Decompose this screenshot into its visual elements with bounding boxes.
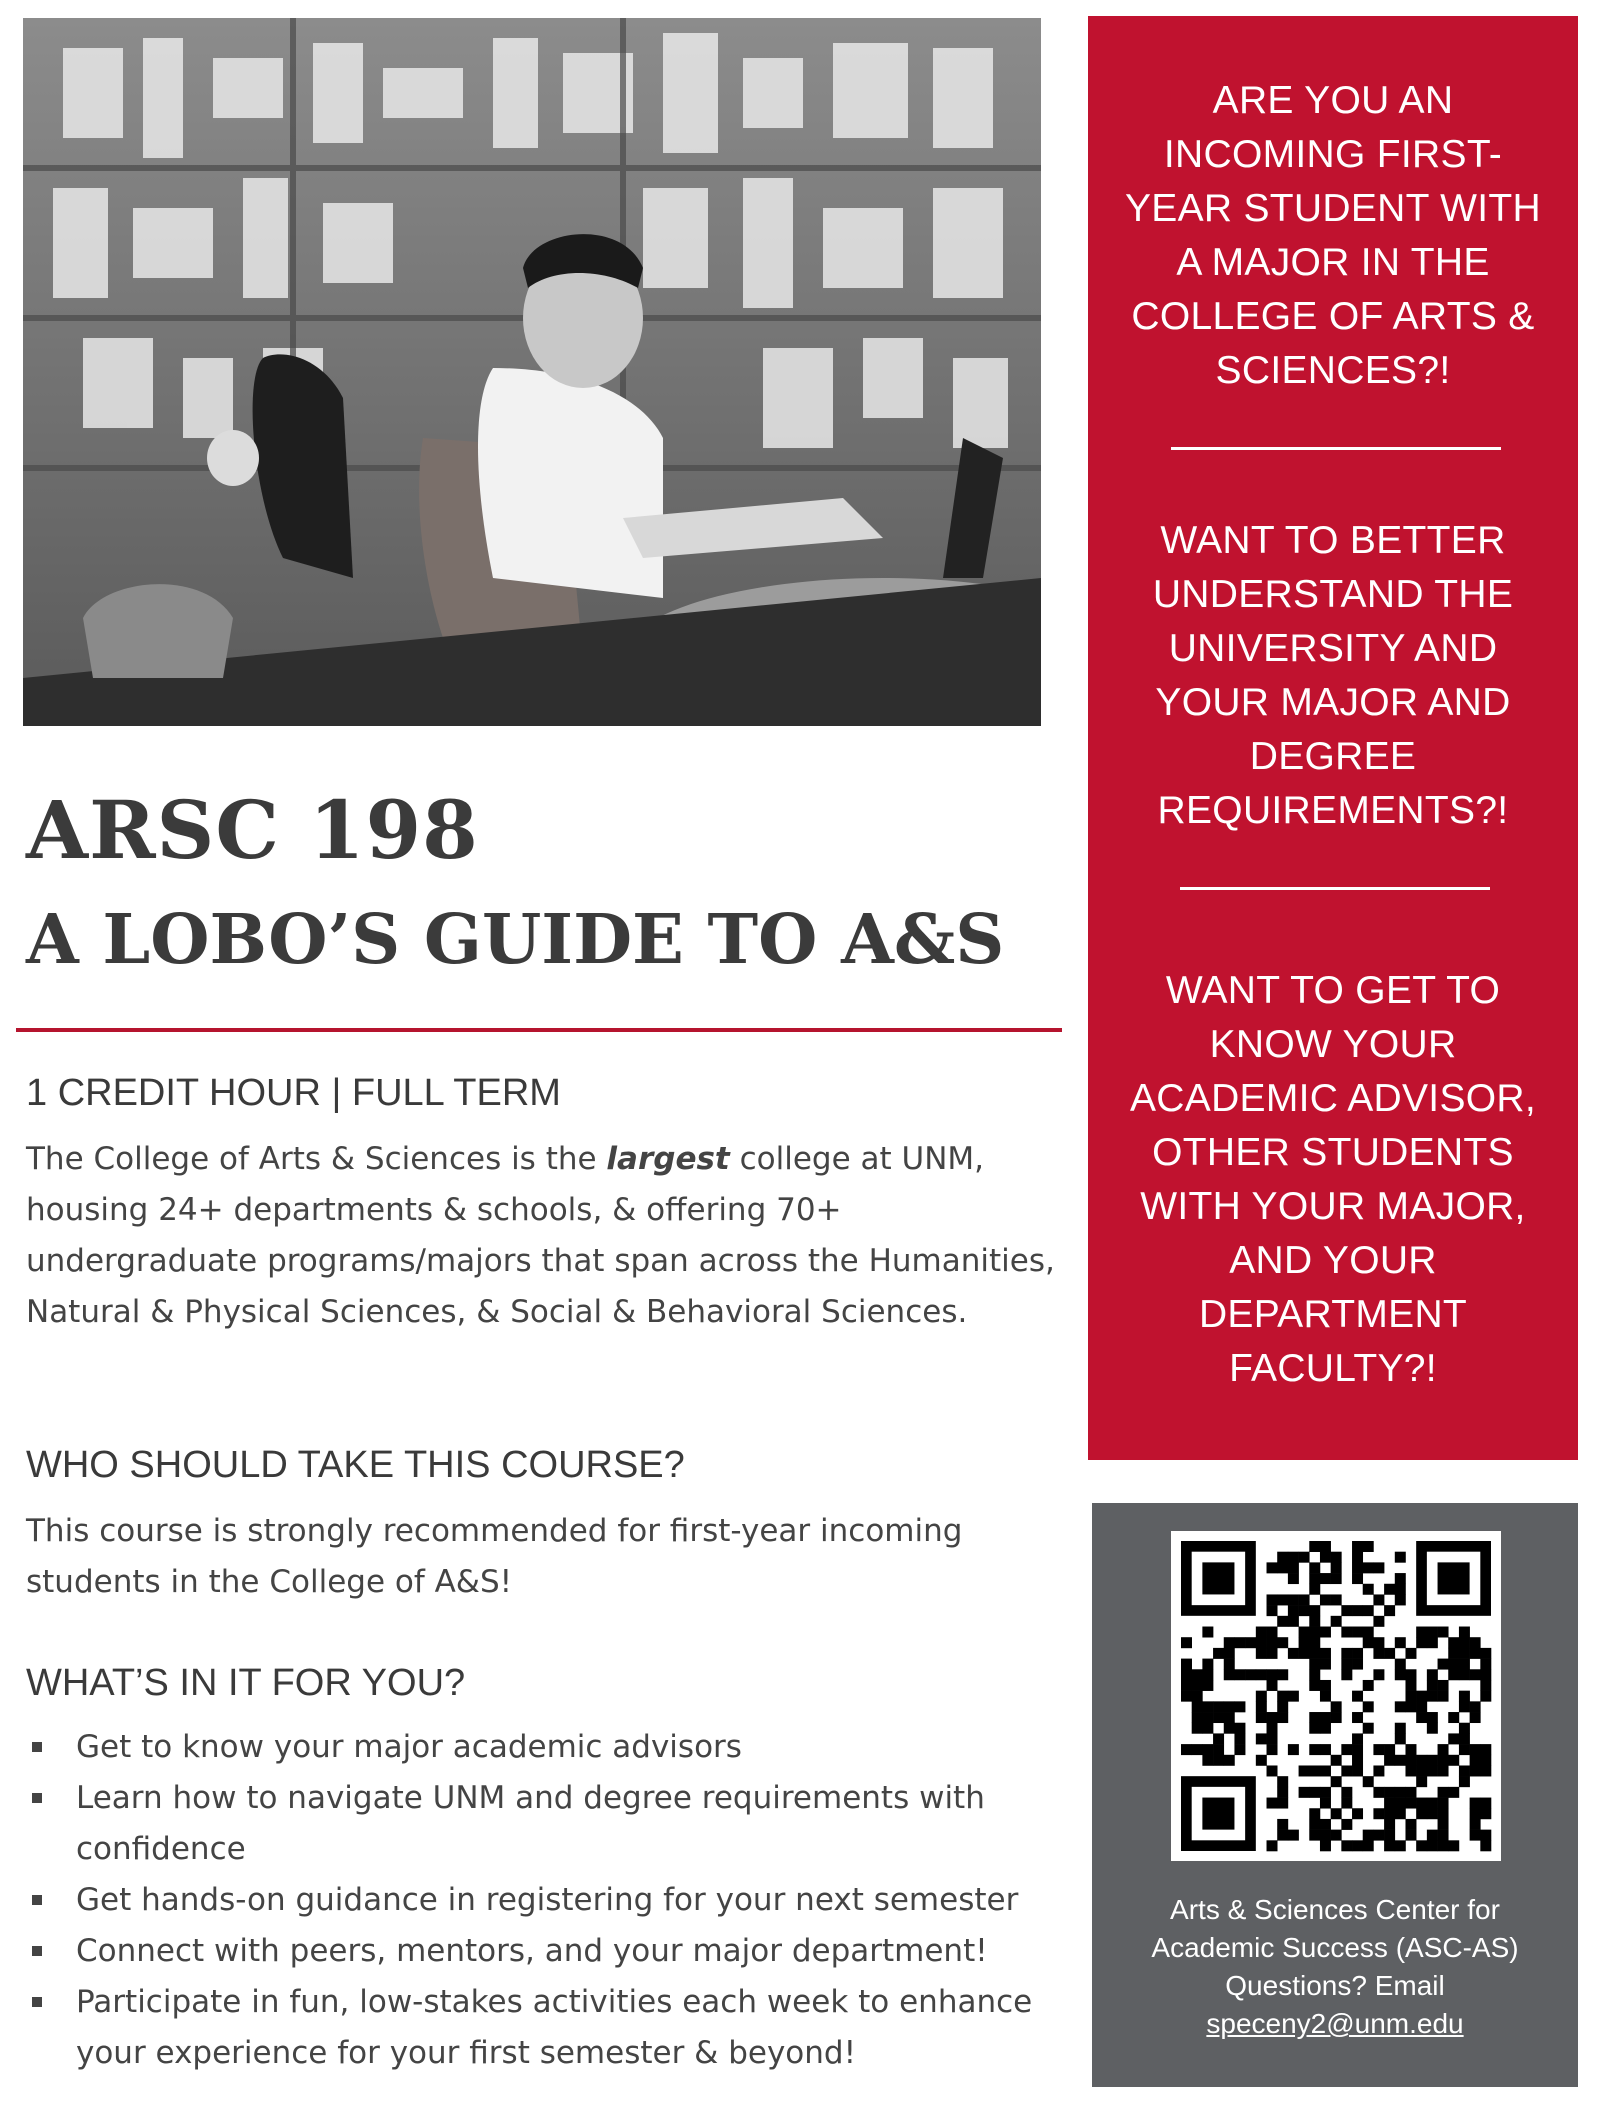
intro-text-before: The College of Arts & Sciences is the xyxy=(26,1141,607,1177)
benefit-item: Learn how to navigate UNM and degree requirements with confidence xyxy=(26,1773,1066,1875)
qr-code-graphic xyxy=(1171,1531,1501,1861)
intro-paragraph xyxy=(26,1134,1076,1338)
questions-panel xyxy=(1088,16,1578,1460)
contact-questions-line: Questions? Email xyxy=(1225,1970,1445,2001)
benefits-heading: WHAT’S IN IT FOR YOU? xyxy=(26,1662,466,1704)
contact-email-link[interactable]: speceny2@unm.edu xyxy=(1206,2008,1464,2039)
course-title: A LOBO’S GUIDE TO A&S xyxy=(26,900,1005,980)
question-line: OTHER STUDENTS xyxy=(1152,1131,1514,1174)
course-code: ARSC 198 xyxy=(26,783,479,877)
question-line: DEPARTMENT xyxy=(1198,1293,1468,1336)
intro-text-after: college at UNM, housing 24+ departments & schools, & offering 70+ undergraduate programs/majors that span across the Humanities, Natural & Physical Sciences, & Social & Behavioral Sciences. xyxy=(26,1141,1055,1330)
photo-illustration xyxy=(23,18,1041,726)
question-line: ARE YOU AN xyxy=(1212,79,1454,122)
panel-divider xyxy=(1180,887,1490,890)
question-line: AND YOUR xyxy=(1229,1239,1437,1282)
question-line: YOUR MAJOR AND xyxy=(1155,681,1511,724)
question-first-year xyxy=(1088,74,1578,398)
question-line: WITH YOUR MAJOR, xyxy=(1140,1185,1526,1228)
question-line: ACADEMIC ADVISOR, xyxy=(1129,1077,1536,1120)
question-line: SCIENCES?! xyxy=(1215,349,1451,392)
question-line: WANT TO BETTER xyxy=(1160,519,1506,562)
benefit-item: Connect with peers, mentors, and your major department! xyxy=(26,1926,1066,1977)
question-line: COLLEGE OF ARTS & xyxy=(1131,295,1535,338)
contact-org-line-2: Academic Success (ASC-AS) xyxy=(1151,1932,1519,1963)
who-text: This course is strongly recommended for first-year incoming students in the College of A&S! xyxy=(26,1513,963,1600)
question-line: KNOW YOUR xyxy=(1209,1023,1457,1066)
question-line: A MAJOR IN THE xyxy=(1176,241,1490,284)
intro-emphasis: largest xyxy=(606,1141,730,1177)
question-line: UNDERSTAND THE xyxy=(1152,573,1514,616)
qr-code-icon[interactable] xyxy=(1171,1531,1501,1861)
benefit-item: Get to know your major academic advisors xyxy=(26,1722,1066,1773)
question-line: INCOMING FIRST- xyxy=(1163,133,1503,176)
question-know-advisor xyxy=(1088,964,1578,1396)
credit-hours: 1 CREDIT HOUR | FULL TERM xyxy=(26,1072,561,1114)
benefit-item: Get hands-on guidance in registering for your next semester xyxy=(26,1875,1066,1926)
who-heading: WHO SHOULD TAKE THIS COURSE? xyxy=(26,1444,685,1486)
question-line: UNIVERSITY AND xyxy=(1168,627,1498,670)
question-degree-requirements xyxy=(1088,514,1578,838)
question-line: DEGREE xyxy=(1249,735,1417,778)
panel-divider xyxy=(1171,447,1501,450)
contact-org-line: Arts & Sciences Center for xyxy=(1170,1894,1500,1925)
question-line: YEAR STUDENT WITH xyxy=(1124,187,1542,230)
title-divider xyxy=(16,1028,1062,1032)
question-line: FACULTY?! xyxy=(1229,1347,1437,1390)
question-line: REQUIREMENTS?! xyxy=(1157,789,1509,832)
contact-panel xyxy=(1092,1503,1578,2087)
question-line: WANT TO GET TO xyxy=(1165,969,1501,1012)
benefits-list xyxy=(26,1722,1066,2079)
student-laptop-photo xyxy=(23,18,1041,726)
benefit-item: Participate in fun, low-stakes activities each week to enhance your experience for your first semester & beyond! xyxy=(26,1977,1066,2079)
contact-info xyxy=(1092,1891,1578,2043)
